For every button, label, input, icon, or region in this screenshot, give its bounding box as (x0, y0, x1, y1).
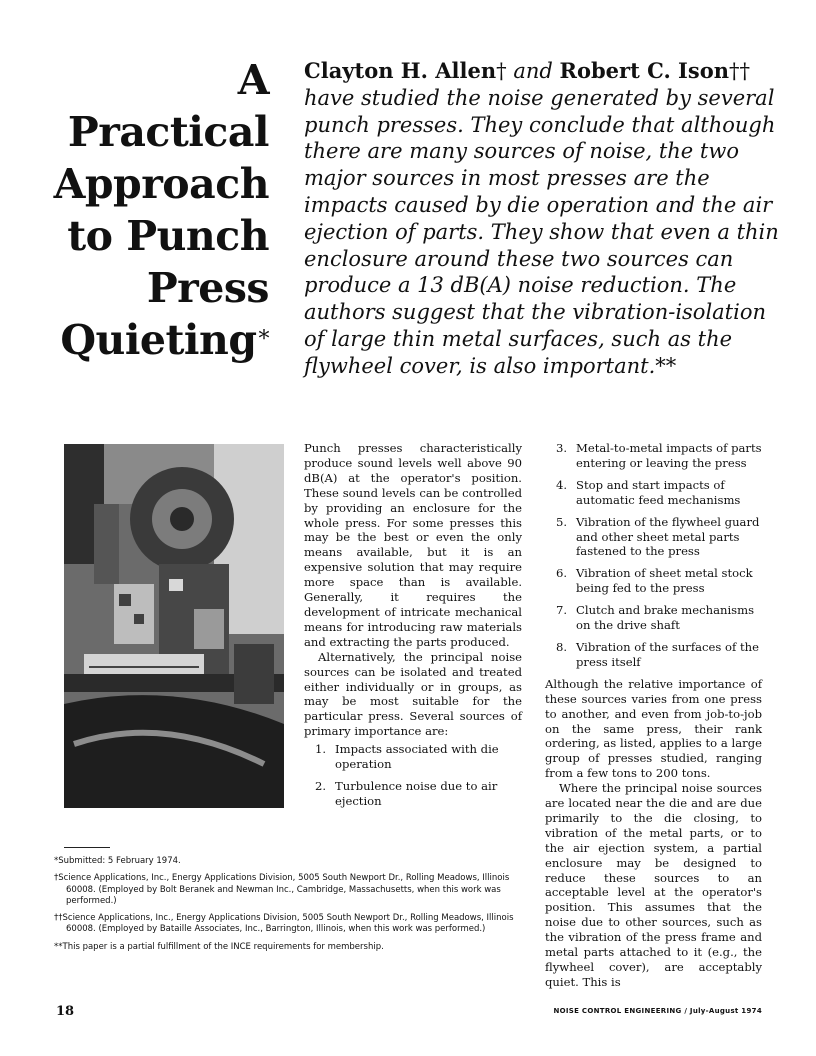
body-column-1 (304, 441, 522, 816)
journal-footer: NOISE CONTROL ENGINEERING / July-August 1974 (553, 1007, 762, 1015)
noise-source-list-continued (545, 441, 762, 670)
list-item (304, 742, 522, 772)
author-2-mark: †† (728, 59, 750, 83)
punch-press-image (64, 444, 284, 808)
list-number: 3. (555, 441, 567, 455)
footnote: †Science Applications, Inc., Energy Applications Division, 5005 South Newport Dr., Rolling Meadows, Illinois 60008. (Employed by Bolt Beranek and Newman Inc., Cambridge, Massachusetts, when this work was performed.) (54, 873, 510, 906)
list-text: Impacts associated with die operation (335, 742, 499, 772)
list-text: Vibration of the flywheel guard and other sheet metal parts fastened to the press (576, 514, 760, 559)
footnote: ††Science Applications, Inc., Energy Applications Division, 5005 South Newport Dr., Rolling Meadows, Illinois 60008. (Employed by Bataille Associates, Inc., Barrington, Illinois, when this work was performed.) (54, 913, 514, 935)
paragraph: Punch presses characteristically produce sound levels well above 90 dB(A) at the operator's position. These sound levels can be controlled by providing an enclosure for the whole press. For some presses this may be the best or even the only means available, but it is an expensive solution that may require more space than is available. Generally, it requires the development of intricate mechanical means for introducing raw materials and extracting the parts produced. (304, 441, 522, 649)
list-text: Turbulence noise due to air ejection (335, 778, 498, 808)
list-item (545, 640, 762, 670)
author-2: Robert C. Ison (559, 58, 729, 83)
footnotes (54, 856, 526, 959)
noise-source-list (304, 742, 522, 809)
body-column-2 (545, 441, 762, 990)
author-1-mark: † (496, 59, 507, 83)
footnote-divider (64, 847, 110, 848)
list-item (545, 566, 762, 596)
list-text: Metal-to-metal impacts of parts entering or leaving the press (576, 441, 762, 470)
list-text: Stop and start impacts of automatic feed mechanisms (576, 477, 741, 507)
list-text: Vibration of sheet metal stock being fed to the press (576, 566, 753, 596)
paragraph: Alternatively, the principal noise sources can be isolated and treated either individually or in groups, as may be most suitable for the particular press. Several sources of primary importance are: (304, 649, 522, 739)
list-number: 7. (555, 603, 567, 618)
page-number: 18 (56, 1004, 75, 1019)
list-number: 1. (314, 742, 326, 757)
title-line: Practical (67, 108, 269, 156)
list-number: 5. (555, 514, 567, 529)
title-line: Quieting (60, 316, 257, 364)
title-line: to Punch (67, 212, 269, 260)
abstract-and: and (513, 59, 553, 83)
list-item (304, 779, 522, 809)
title-footnote-mark: * (258, 327, 269, 352)
abstract (304, 58, 782, 380)
list-item (545, 515, 762, 560)
list-number: 2. (314, 778, 326, 793)
list-text: Clutch and brake mechanisms on the drive shaft (576, 603, 755, 633)
footnote: **This paper is a partial fulfillment of the INCE requirements for membership. (54, 941, 384, 952)
list-item (545, 603, 762, 633)
footnote: *Submitted: 5 February 1974. (54, 856, 181, 866)
list-number: 6. (555, 566, 567, 581)
title-line: Approach (53, 160, 269, 208)
title-line: A (237, 56, 269, 104)
article-title (54, 54, 269, 366)
title-line: Press (146, 264, 269, 312)
list-item (545, 441, 762, 471)
list-item (545, 478, 762, 508)
author-1: Clayton H. Allen (304, 58, 497, 83)
list-number: 8. (555, 639, 567, 654)
abstract-text: have studied the noise generated by several punch presses. They conclude that although there are many sources of noise, the two major sources in most presses are the impacts caused by die operation and the air ejection of parts. They show that even a thin enclosure around these two sources can produce a 13 dB(A) noise reduction. The authors suggest that the vibration-isolation of large thin metal surfaces, such as the flywheel cover, is also important.** (304, 85, 779, 378)
punch-press-photo (64, 444, 284, 808)
paragraph: Where the principal noise sources are located near the die and are due primarily to the die closing, to vibration of the metal parts, or to the air ejection system, a partial enclosure may be designed to reduce these sources to an acceptable level at the operator's position. This assumes that the noise due to other sources, such as the vibration of the press frame and metal parts attached to it (e.g., the flywheel cover), are acceptably quiet. This is (545, 781, 762, 989)
list-text: Vibration of the surfaces of the press itself (576, 639, 759, 669)
title-line-last (54, 314, 269, 366)
paragraph: Although the relative importance of these sources varies from one press to another, and even from job-to-job on the same press, their rank ordering, as listed, applies to a large group of presses studied, ranging from a few tons to 200 tons. (545, 676, 762, 781)
list-number: 4. (555, 477, 567, 492)
